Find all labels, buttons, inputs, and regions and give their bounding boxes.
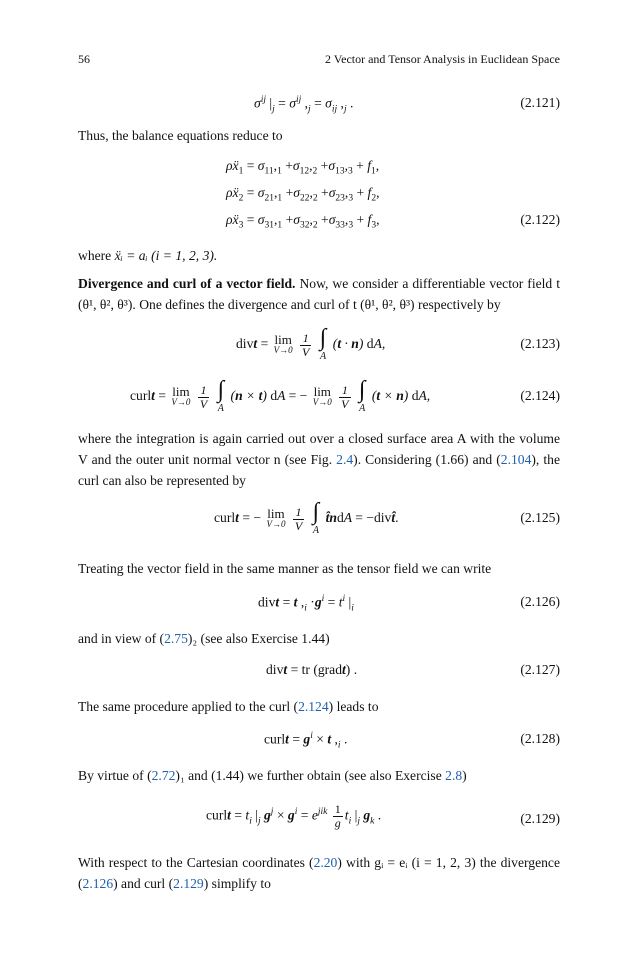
- text-span: With respect to the Cartesian coordinates (: [78, 855, 314, 870]
- paragraph: [78, 765, 560, 786]
- inline-math: ẍᵢ = aᵢ (i = 1, 2, 3).: [114, 248, 218, 263]
- equation-number: (2.122): [520, 212, 560, 227]
- text-span: ) and curl (: [113, 876, 174, 891]
- text-span: )₂ (see also Exercise 1.44): [187, 631, 330, 646]
- equation-number: (2.123): [520, 336, 560, 351]
- paragraph: [78, 245, 560, 266]
- text-span: The same procedure applied to the curl (: [78, 699, 299, 714]
- figure-link[interactable]: 2.4: [336, 452, 354, 467]
- equation-2-122-line-2: ρẍ$_2$ = $\sigma_{21},_1 +\sigma_{22},_2 +\sigma_{23},_3 + f_2$,: [226, 185, 380, 204]
- equation-link[interactable]: 2.104: [500, 452, 532, 467]
- text-span: ) leads to: [328, 699, 379, 714]
- paragraph: [78, 628, 560, 649]
- paragraph-body: Now, we consider a differentiable vector field t (θ¹, θ², θ³). One defines the divergence and curl of t (θ¹, θ², θ³) respectively by: [78, 276, 560, 312]
- equation-2-122-line-3: ρẍ$_3$ = $\sigma_{31},_1 +\sigma_{32},_2 +\sigma_{33},_3 + f_3$, (2.122): [226, 212, 560, 231]
- equation-number: (2.125): [520, 510, 560, 525]
- running-title: 2 Vector and Tensor Analysis in Euclidean Space: [325, 52, 560, 66]
- equation-2-125: curlt = − lim V→0 $\frac{1}{V}$ ∫ A t̂ndA = −divt̂. (2.125): [214, 499, 560, 536]
- paragraph: Treating the vector field in the same manner as the tensor field we can write: [78, 561, 492, 576]
- equation-2-127: divt = tr (gradt) . (2.127): [266, 662, 560, 677]
- equation-2-123: divt = lim V→0 $\frac{1}{V}$ ∫ A (t · n) dA, (2.123): [236, 325, 560, 362]
- paragraph: [78, 428, 560, 491]
- equation-link[interactable]: 2.126: [82, 876, 114, 891]
- text-span: and in view of (: [78, 631, 165, 646]
- text-span: where: [78, 248, 115, 263]
- text-span: ). Considering (1.66) and (: [353, 452, 501, 467]
- text-span: where the integration is again carried out over a closed surface area A with the volume V and the outer unit normal vector n (see Fig.: [78, 431, 560, 467]
- equation-number: (2.127): [520, 662, 560, 677]
- equation-2-129: curlt = $t_i$ $|_j$ $g^j \times g^i = e^{jik}$ $\frac{1}{g}$ $t_i$ $|_j$ $g_k$ . (2.129): [206, 802, 560, 830]
- text-span: By virtue of (: [78, 768, 152, 783]
- text-span: )₁ and (1.44) we further obtain (see also Exercise: [175, 768, 446, 783]
- equation-2-126: divt = t $,_i \cdot g^i = t^i$ $|_i$ (2.126): [258, 594, 560, 614]
- equation-link[interactable]: 2.124: [298, 699, 329, 714]
- paragraph-heading: Divergence and curl of a vector field.: [78, 276, 296, 291]
- equation-2-121: $\sigma^{ij}$ $|_j = \sigma^{ij}$ $,_j = \sigma_{ij}$ $,_j$ . (2.121): [254, 95, 560, 115]
- text-span: ) simplify to: [203, 876, 271, 891]
- paragraph: [78, 696, 560, 717]
- equation-number: (2.126): [520, 594, 560, 609]
- equation-link[interactable]: 2.72: [151, 768, 176, 783]
- equation-number: (2.124): [520, 388, 560, 403]
- paragraph-divergence-curl: [78, 273, 560, 315]
- equation-number: (2.121): [520, 95, 560, 110]
- equation-number: (2.129): [520, 811, 560, 826]
- page-number: 56: [78, 52, 90, 66]
- equation-link[interactable]: 2.75: [164, 631, 188, 646]
- exercise-link[interactable]: 2.8: [445, 768, 463, 783]
- text-span: ), the curl can also be represented by: [78, 452, 560, 488]
- equation-2-122-line-1: ρẍ$_1$ = $\sigma_{11},_1 +\sigma_{12},_2 +\sigma_{13},_3 + f_1$,: [226, 158, 380, 177]
- equation-number: (2.128): [520, 731, 560, 746]
- equation-link[interactable]: 2.20: [313, 855, 338, 870]
- equation-link[interactable]: 2.129: [173, 876, 204, 891]
- equation-2-128: curlt = $g^i \times t$ $,_i$ . (2.128): [264, 731, 560, 751]
- text-span: ): [462, 768, 467, 783]
- paragraph: Thus, the balance equations reduce to: [78, 128, 283, 143]
- paragraph: [78, 852, 560, 894]
- text-span: ) with gᵢ = eᵢ (i = 1, 2, 3) the divergence (: [78, 855, 560, 891]
- equation-2-124: curlt = lim V→0 $\frac{1}{V}$ ∫ A (n × t) dA = − lim V→0 $\frac{1}{V}$ ∫ A (t × n) dA, (2.124): [130, 377, 560, 414]
